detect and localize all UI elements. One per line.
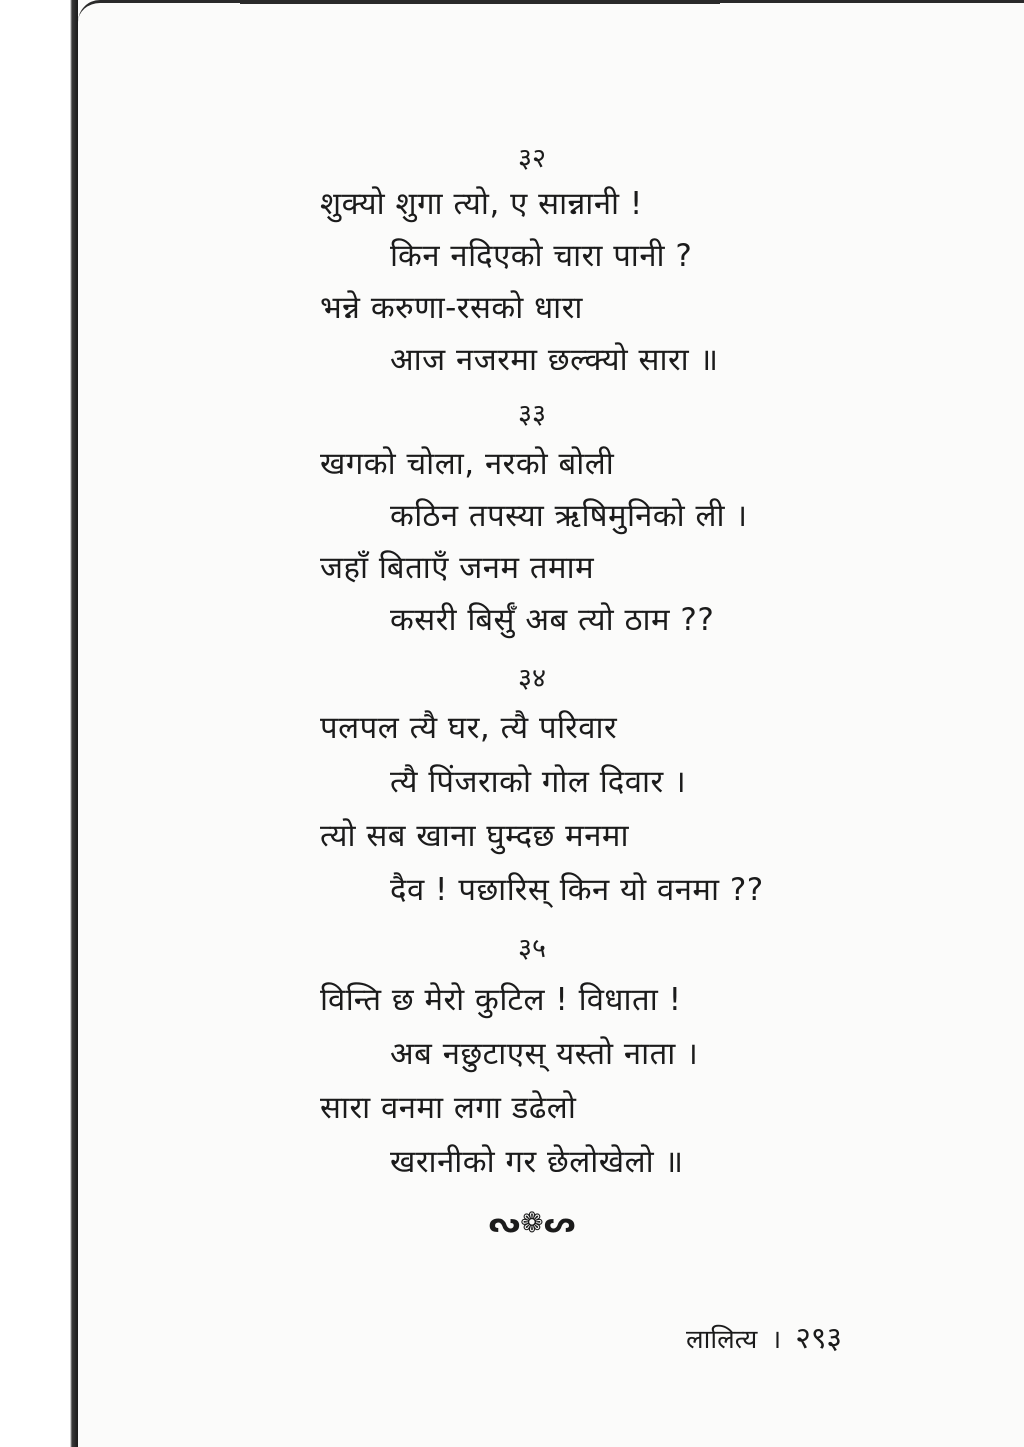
verse-line: दैव ! पछारिस् किन यो वनमा ??: [390, 872, 764, 908]
verse-line: त्यो सब खाना घुम्दछ मनमा: [320, 818, 629, 854]
book-title: लालित्य: [686, 1325, 758, 1355]
verse-line: खगको चोला, नरको बोली: [320, 446, 615, 482]
verse-line: आज नजरमा छल्क्यो सारा ॥: [390, 342, 719, 378]
verse-line: भन्ने करुणा-रसको धारा: [320, 290, 583, 326]
page-number: २९३: [795, 1321, 843, 1356]
verse-line: कसरी बिर्सुँ अब त्यो ठाम ??: [390, 602, 715, 638]
verse-line: कठिन तपस्या ऋषिमुनिको ली ।: [390, 498, 748, 534]
verse-line: त्यै पिंजराको गोल दिवार ।: [390, 764, 687, 800]
verse-line: जहाँ बिताएँ जनम तमाम: [320, 550, 595, 586]
ornament-divider: ᔓ❁ᔕ: [488, 1206, 576, 1239]
verse-line: अब नछुटाएस् यस्तो नाता ।: [390, 1036, 699, 1072]
verse-line: सारा वनमा लगा डढेलो: [320, 1090, 577, 1126]
verse-line: शुक्यो शुगा त्यो, ए सान्नानी !: [320, 186, 643, 222]
page-footer: [686, 1316, 842, 1357]
top-edge-shadow: [240, 0, 720, 4]
verse-line: किन नदिएको चारा पानी ?: [390, 238, 693, 274]
verse-line: खरानीको गर छेलोखेलो ॥: [390, 1144, 684, 1180]
stanza-number: ३५: [517, 933, 547, 964]
verse-line: पलपल त्यै घर, त्यै परिवार: [320, 710, 618, 746]
stanza-number: ३४: [517, 663, 547, 694]
verse-line: विन्ति छ मेरो कुटिल ! विधाता !: [320, 982, 682, 1018]
stanza-number: ३३: [517, 399, 547, 430]
footer-separator: ।: [771, 1325, 782, 1355]
stanza-number: ३२: [517, 143, 547, 174]
